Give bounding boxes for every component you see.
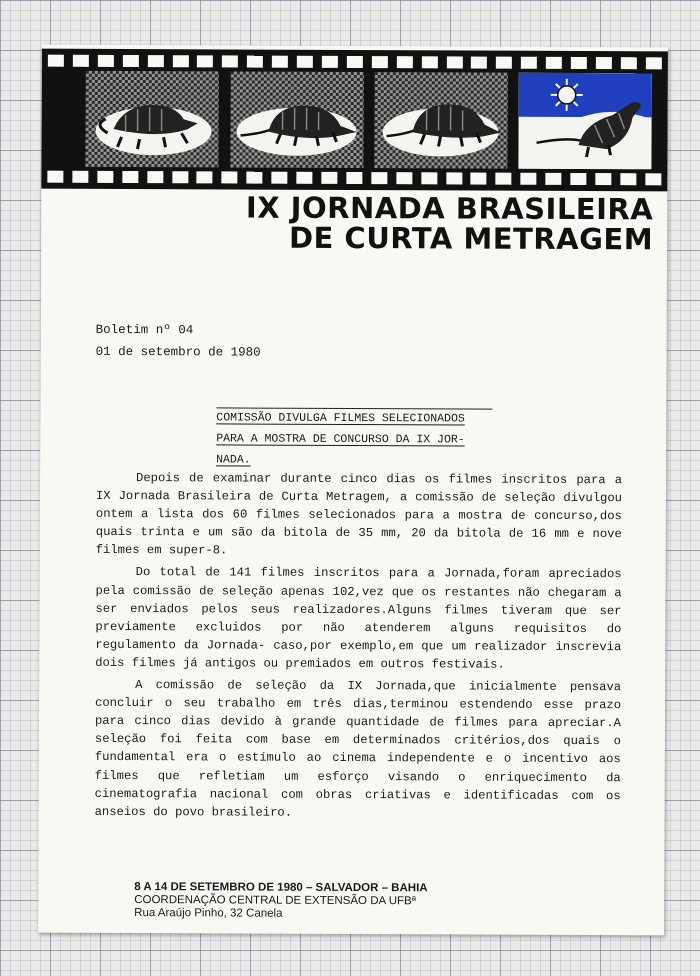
heading-line: PARA A MOSTRA DE CONCURSO DA IX JOR- (216, 432, 465, 447)
sprocket-row-bottom (47, 171, 661, 186)
bulletin-number: Boletim nº 04 (95, 322, 194, 338)
body-paragraph: Depois de examinar durante cinco dias os filmes inscritos para a IX Jornada Brasileira de Curta Metragem, a comissão de seleção divulgou ontem a lista dos 60 filmes selecionados para a mostra de concurso,dos quais trinta e um são da bitola de 35 mm, 20 da bitola de 16 mm e nove filmes em super-8. (95, 471, 623, 558)
film-frame-armadillo-1 (85, 71, 218, 168)
armadillo-sun-icon (518, 73, 651, 170)
armadillo-icon (85, 71, 218, 168)
film-frame-armadillo-2 (230, 71, 363, 168)
bulletin-date: 01 de setembro de 1980 (95, 344, 261, 360)
bulletin-info (96, 319, 261, 364)
bulletin-sheet (38, 45, 668, 936)
film-frame-armadillo-3 (374, 72, 507, 169)
filmstrip-banner (41, 49, 668, 192)
film-frame-armadillo-sun (518, 73, 651, 170)
event-footer (134, 881, 427, 921)
news-heading (216, 407, 501, 471)
footer-organizer: COORDENAÇÃO CENTRAL DE EXTENSÃO DA UFBª (134, 894, 417, 908)
footer-address: Rua Araújo Pinho, 32 Canela (134, 907, 283, 920)
heading-line: NADA. (216, 453, 251, 467)
armadillo-icon (374, 72, 507, 169)
footer-dates-location: 8 A 14 DE SETEMBRO DE 1980 – SALVADOR – BAHIA (134, 881, 428, 895)
body-paragraph: Do total de 141 filmes inscritos para a Jornada,foram apreciados pela comissão de seleção apenas 102,vez que os restantes não chegaram a ser enviados pelos seus realizadores.Alguns filmes tiveram que ser previamente excluidos por não atenderem alguns requisitos do regulamento da Jornada- caso,por exemplo,em que um realizador inscrevia dois filmes já antigos ou premiados em outros festivais. (95, 565, 622, 672)
event-title-line-1: IX JORNADA BRASILEIRA (245, 190, 654, 227)
event-title-line-2: DE CURTA METRAGEM (288, 220, 654, 257)
article-body (95, 469, 623, 827)
armadillo-icon (230, 71, 363, 168)
body-paragraph: A comissão de seleção da IX Jornada,que inicialmente pensava concluir o seu trabalho em três dias,terminou estendendo esse prazo para cinco dias devido à grande quantidade de filmes para apreciar.A seleção foi feita com base em determinados critérios,dos quais o fundamental era o estímulo ao cinema independente e o incentivo aos filmes que refletiam um esforço visando o enriquecimento da cinematografia nacional com obras criativas e identificadas com os anseios do povo brasileiro. (94, 678, 622, 820)
heading-line: COMISSÃO DIVULGA FILMES SELECIONADOS (216, 411, 465, 426)
sprocket-row-top (48, 55, 662, 70)
